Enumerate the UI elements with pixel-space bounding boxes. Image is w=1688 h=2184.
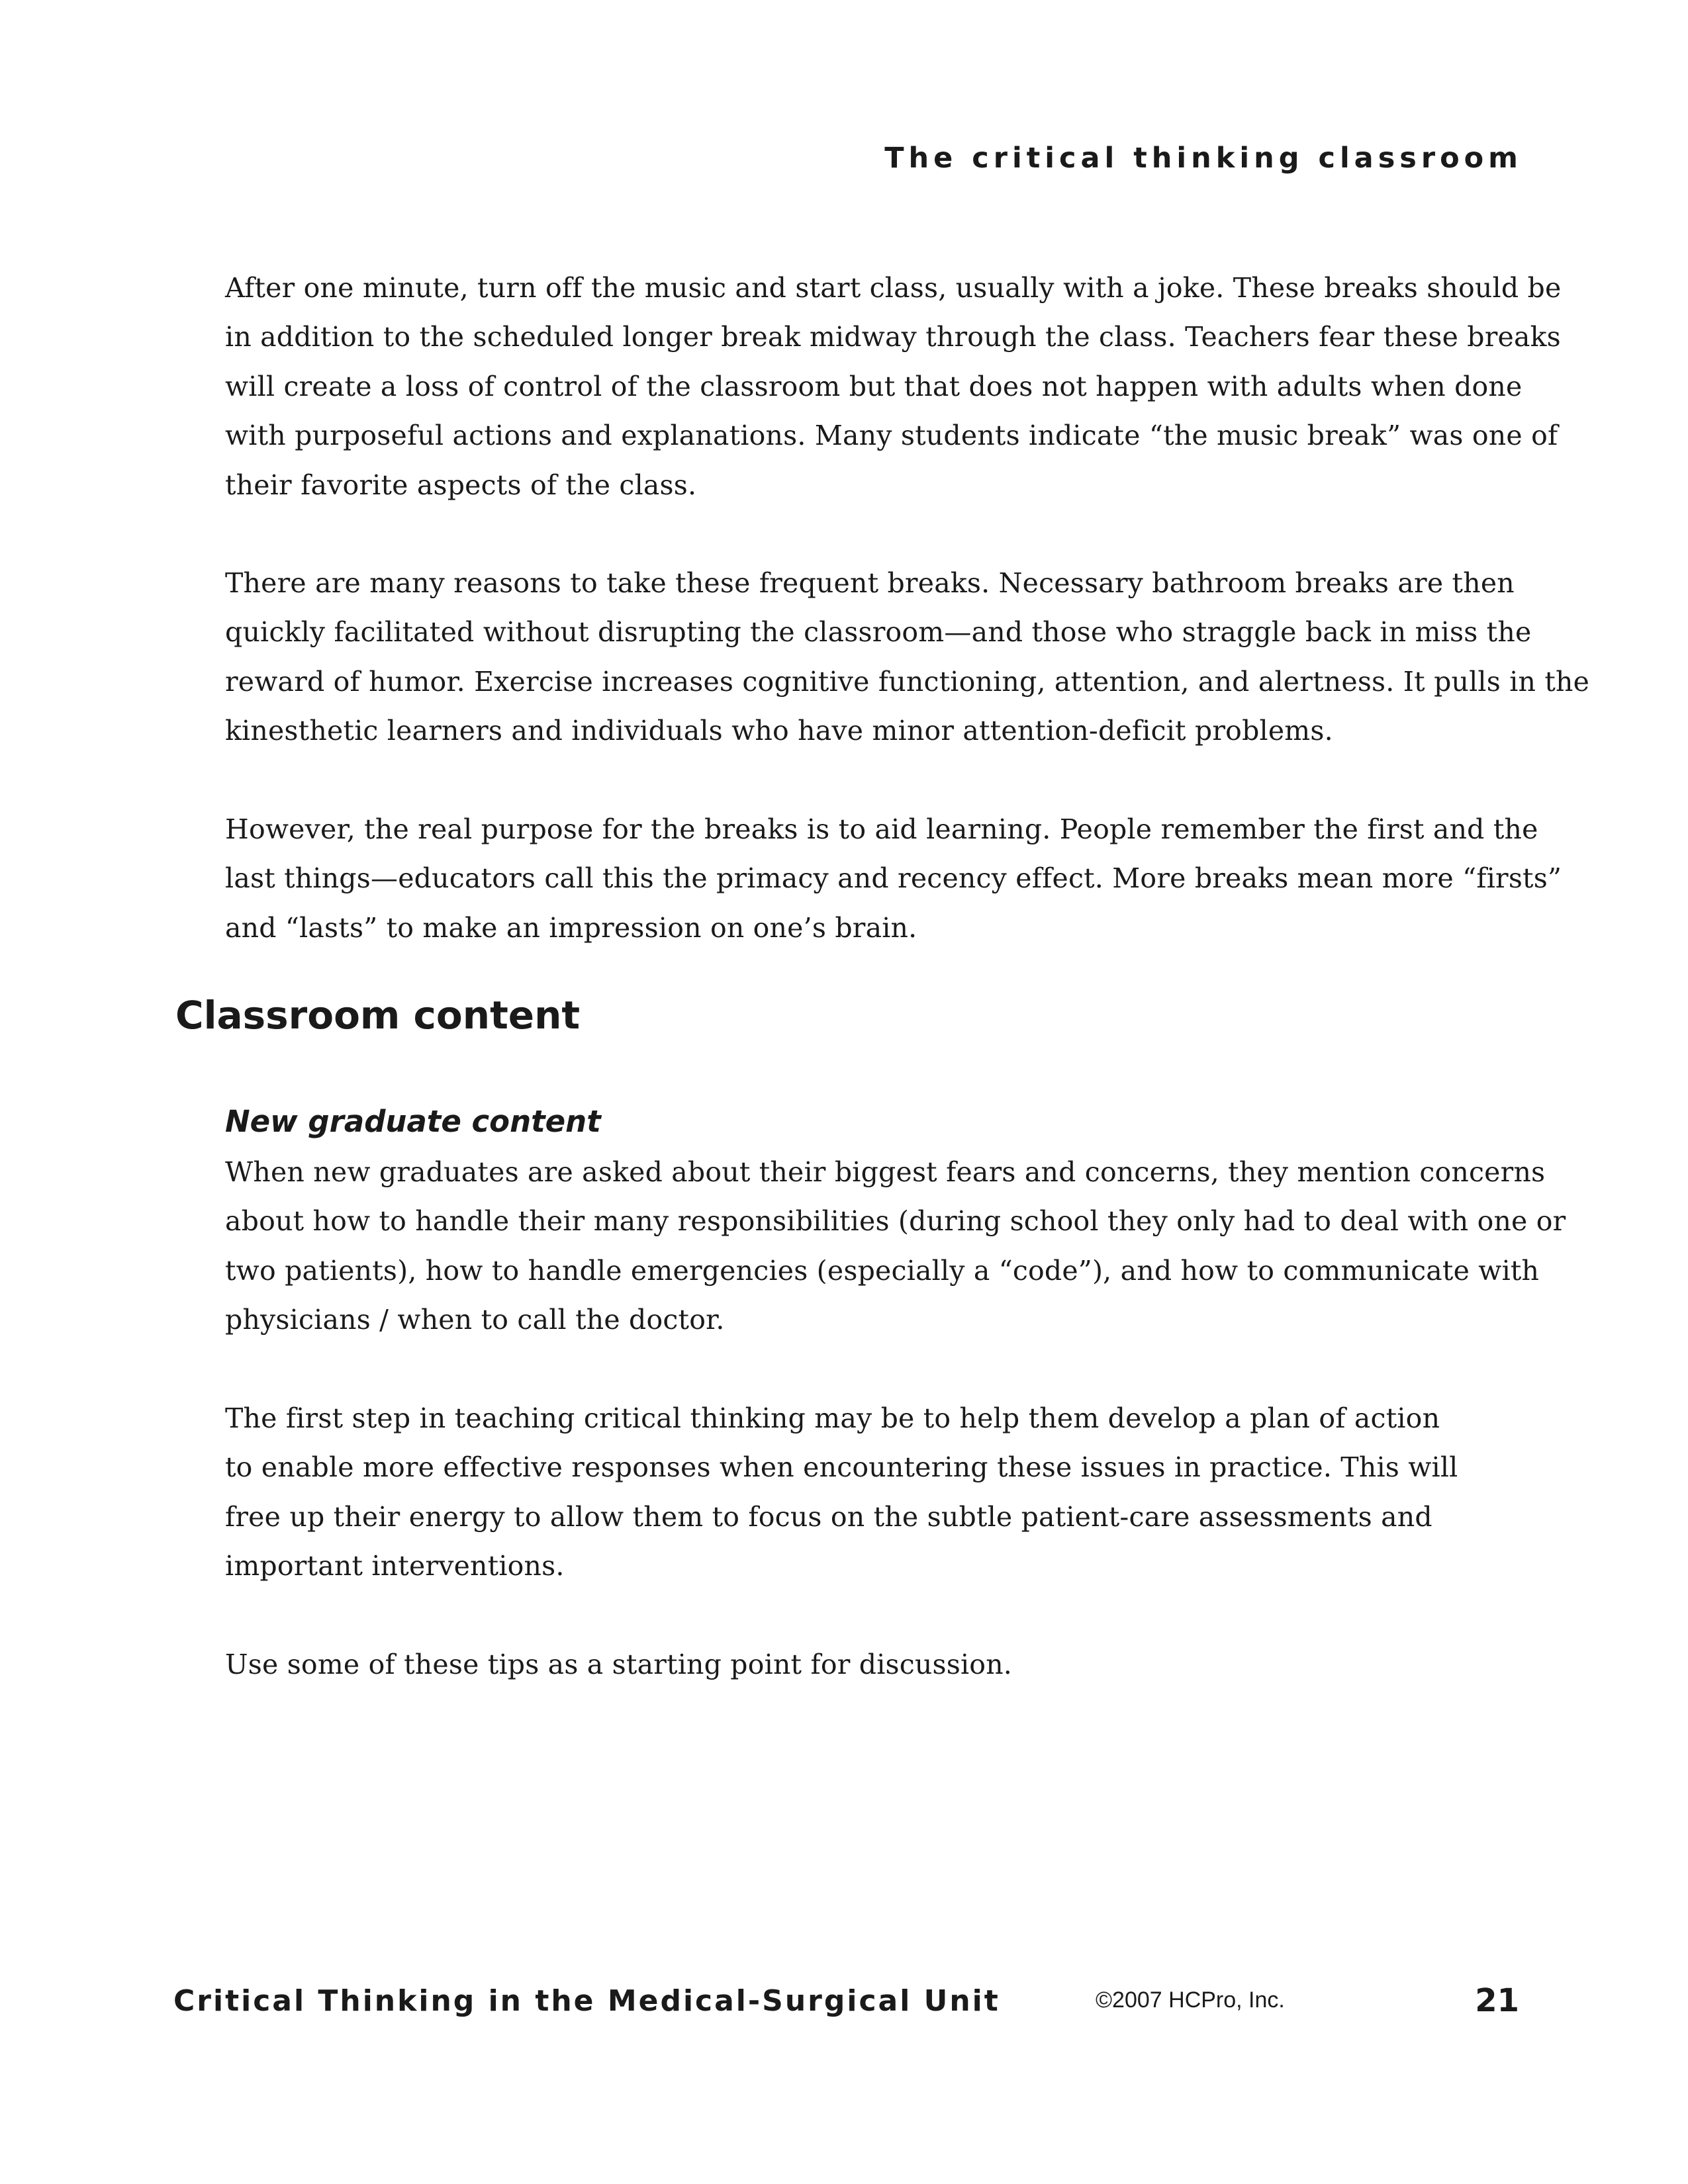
page-number: 21 bbox=[1475, 1982, 1519, 2019]
text-line: two patients), how to handle emergencies (especially a “code”), and how to communicate with bbox=[225, 1254, 1540, 1287]
footer-book-title: Critical Thinking in the Medical-Surgical Unit bbox=[173, 1984, 1000, 2018]
text-line: reward of humor. Exercise increases cognitive functioning, attention, and alertness. It pulls in the bbox=[225, 665, 1590, 698]
section-heading: Classroom content bbox=[175, 993, 581, 1038]
text-line: about how to handle their many responsibilities (during school they only had to deal with one or bbox=[225, 1205, 1566, 1238]
running-header: The critical thinking classroom bbox=[884, 142, 1523, 175]
paragraph-first-step bbox=[225, 1394, 1523, 1591]
text-line: their favorite aspects of the class. bbox=[225, 469, 697, 501]
text-line: When new graduates are asked about their biggest fears and concerns, they mention concerns bbox=[225, 1156, 1546, 1188]
text-line: There are many reasons to take these frequent breaks. Necessary bathroom breaks are then bbox=[225, 567, 1515, 599]
paragraph-new-graduate-concerns bbox=[225, 1148, 1566, 1345]
text-line: important interventions. bbox=[225, 1550, 565, 1582]
text-line: will create a loss of control of the classroom but that does not happen with adults when done bbox=[225, 370, 1523, 402]
paragraph-tips-intro bbox=[225, 1640, 1523, 1689]
text-line: The first step in teaching critical thinking may be to help them develop a plan of action bbox=[225, 1402, 1440, 1434]
paragraph-purpose-of-breaks bbox=[225, 805, 1562, 952]
text-line: to enable more effective responses when encountering these issues in practice. This will bbox=[225, 1451, 1458, 1484]
text-line: After one minute, turn off the music and start class, usually with a joke. These breaks should be bbox=[225, 272, 1562, 304]
text-line: in addition to the scheduled longer break midway through the class. Teachers fear these breaks bbox=[225, 321, 1561, 353]
subsection-heading: New graduate content bbox=[225, 1104, 601, 1139]
text-line: Use some of these tips as a starting point for discussion. bbox=[225, 1649, 1013, 1680]
paragraph-music-break bbox=[225, 263, 1562, 510]
text-line: free up their energy to allow them to focus on the subtle patient-care assessments and bbox=[225, 1500, 1432, 1533]
text-line: However, the real purpose for the breaks is to aid learning. People remember the first and the bbox=[225, 813, 1538, 845]
paragraph-reasons-for-breaks bbox=[225, 559, 1590, 756]
text-line: quickly facilitated without disrupting the classroom—and those who straggle back in miss the bbox=[225, 616, 1532, 649]
text-line: physicians / when to call the doctor. bbox=[225, 1304, 725, 1336]
text-line: with purposeful actions and explanations. Many students indicate “the music break” was one of bbox=[225, 420, 1558, 452]
text-line: last things—educators call this the primacy and recency effect. More breaks mean more “firsts” bbox=[225, 862, 1562, 895]
footer-copyright: ©2007 HCPro, Inc. bbox=[1096, 1987, 1285, 2013]
text-line: and “lasts” to make an impression on one’s brain. bbox=[225, 911, 917, 944]
text-line: kinesthetic learners and individuals who have minor attention-deficit problems. bbox=[225, 715, 1333, 747]
